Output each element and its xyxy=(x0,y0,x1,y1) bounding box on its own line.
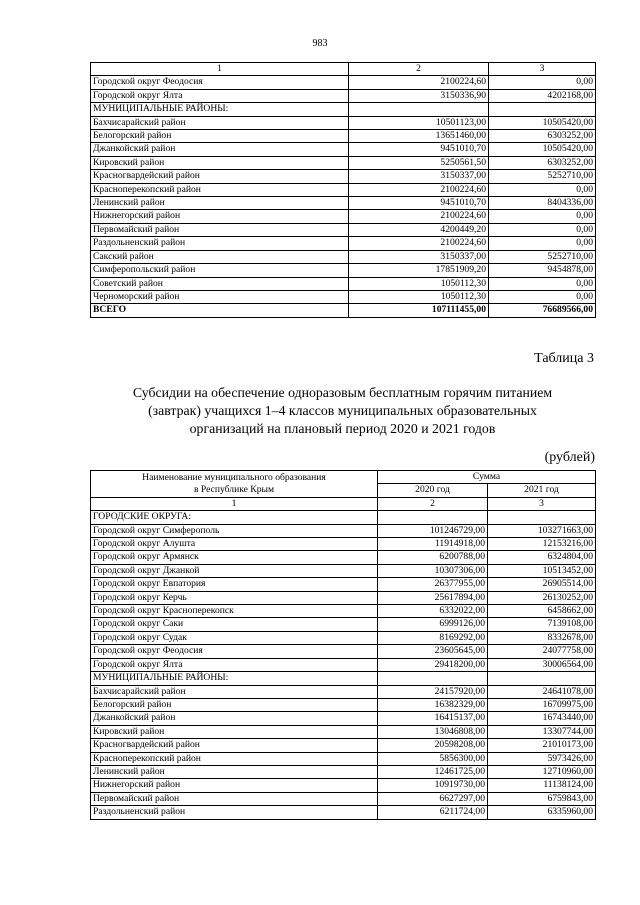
municipality-cell: Красногвардейский район xyxy=(91,170,349,183)
amount-cell-col2: 10919730,00 xyxy=(378,779,488,792)
amount-cell-col3: 8404336,00 xyxy=(489,197,596,210)
table-row xyxy=(91,739,596,752)
municipality-cell: Симферопольский район xyxy=(91,264,349,277)
amount-cell-col3: 24077758,00 xyxy=(488,645,596,658)
amount-cell-col2: 101246729,00 xyxy=(378,524,488,537)
amount-cell-col3 xyxy=(489,103,596,116)
table-row xyxy=(91,103,596,116)
amount-cell-col3: 7139108,00 xyxy=(488,618,596,631)
amount-cell-col2: 1050112,30 xyxy=(349,290,489,303)
municipality-cell: Городской округ Керчь xyxy=(91,591,378,604)
municipality-cell: Красноперекопский район xyxy=(91,183,349,196)
table-row xyxy=(91,89,596,102)
amount-cell-col2: 2100224,60 xyxy=(349,183,489,196)
municipality-cell: Красногвардейский район xyxy=(91,739,378,752)
amount-cell-col2: 26377955,00 xyxy=(378,578,488,591)
municipality-cell: Нижнегорский район xyxy=(91,779,378,792)
amount-cell-col3: 103271663,00 xyxy=(488,524,596,537)
municipality-cell: Сакский район xyxy=(91,250,349,263)
table-row xyxy=(91,210,596,223)
municipality-cell: Красноперекопский район xyxy=(91,752,378,765)
table-row xyxy=(91,779,596,792)
header-sum: Сумма xyxy=(378,471,596,484)
amount-cell-col3: 0,00 xyxy=(489,76,596,89)
table-row xyxy=(91,277,596,290)
municipality-cell: Кировский район xyxy=(91,725,378,738)
header-year-2020: 2020 год xyxy=(378,484,488,497)
amount-cell-col3: 24641078,00 xyxy=(488,685,596,698)
breakfast-subsidy-table xyxy=(90,470,596,820)
amount-cell-col3: 6303252,00 xyxy=(489,130,596,143)
municipality-cell: Городской округ Красноперекопск xyxy=(91,605,378,618)
amount-cell-col2: 2100224,60 xyxy=(349,210,489,223)
municipality-cell: Городской округ Саки xyxy=(91,618,378,631)
municipality-cell: МУНИЦИПАЛЬНЫЕ РАЙОНЫ: xyxy=(91,672,378,685)
amount-cell-col3: 6458662,00 xyxy=(488,605,596,618)
municipality-cell: МУНИЦИПАЛЬНЫЕ РАЙОНЫ: xyxy=(91,103,349,116)
amount-cell-col2: 107111455,00 xyxy=(349,304,489,317)
header-year-2021: 2021 год xyxy=(488,484,596,497)
amount-cell-col3: 0,00 xyxy=(489,277,596,290)
amount-cell-col2: 2100224,60 xyxy=(349,237,489,250)
table-row xyxy=(91,511,596,524)
column-number: 2 xyxy=(378,497,488,510)
amount-cell-col3: 30006564,00 xyxy=(488,658,596,671)
amount-cell-col3: 12710960,00 xyxy=(488,765,596,778)
amount-cell-col3: 21010173,00 xyxy=(488,739,596,752)
amount-cell-col2: 6999126,00 xyxy=(378,618,488,631)
municipality-cell: Городской округ Армянск xyxy=(91,551,378,564)
amount-cell-col2: 1050112,30 xyxy=(349,277,489,290)
amount-cell-col3: 0,00 xyxy=(489,223,596,236)
table-row xyxy=(91,290,596,303)
amount-cell-col2: 5250561,50 xyxy=(349,156,489,169)
municipality-cell: Городской округ Ялта xyxy=(91,658,378,671)
table-row xyxy=(91,618,596,631)
amount-cell-col2: 11914918,00 xyxy=(378,538,488,551)
amount-cell-col2: 6627297,00 xyxy=(378,792,488,805)
amount-cell-col2 xyxy=(378,511,488,524)
amount-cell-col3: 12153216,00 xyxy=(488,538,596,551)
table-row xyxy=(91,538,596,551)
amount-cell-col2: 6211724,00 xyxy=(378,806,488,819)
page-number: 983 xyxy=(312,38,328,49)
column-number-row xyxy=(91,63,596,76)
table-row xyxy=(91,250,596,263)
header-row xyxy=(91,471,596,484)
table-row xyxy=(91,524,596,537)
table-row xyxy=(91,564,596,577)
amount-cell-col3: 6303252,00 xyxy=(489,156,596,169)
subsidy-table-continued xyxy=(90,62,596,318)
municipality-cell: Городской округ Феодосия xyxy=(91,76,349,89)
municipality-cell: ВСЕГО xyxy=(91,304,349,317)
table-row xyxy=(91,170,596,183)
amount-cell-col3: 26905514,00 xyxy=(488,578,596,591)
municipality-cell: Бахчисарайский район xyxy=(91,116,349,129)
header-municipality xyxy=(91,471,378,498)
table-row xyxy=(91,551,596,564)
municipality-cell: Городской округ Джанкой xyxy=(91,564,378,577)
amount-cell-col2 xyxy=(378,672,488,685)
table-row xyxy=(91,76,596,89)
amount-cell-col2: 6200788,00 xyxy=(378,551,488,564)
column-number: 3 xyxy=(489,63,596,76)
municipality-cell: Белогорский район xyxy=(91,698,378,711)
amount-cell-col3: 9454878,00 xyxy=(489,264,596,277)
amount-cell-col2: 23605645,00 xyxy=(378,645,488,658)
amount-cell-col3: 6335960,00 xyxy=(488,806,596,819)
municipality-cell: Советский район xyxy=(91,277,349,290)
total-row xyxy=(91,304,596,317)
column-number-row xyxy=(91,497,596,510)
amount-cell-col2: 25617894,00 xyxy=(378,591,488,604)
table-row xyxy=(91,183,596,196)
amount-cell-col2: 12461725,00 xyxy=(378,765,488,778)
table-row xyxy=(91,698,596,711)
municipality-cell: Бахчисарайский район xyxy=(91,685,378,698)
municipality-cell: Городской округ Алушта xyxy=(91,538,378,551)
amount-cell-col3: 16709975,00 xyxy=(488,698,596,711)
table-row xyxy=(91,725,596,738)
table-row xyxy=(91,143,596,156)
municipality-cell: Черноморский район xyxy=(91,290,349,303)
amount-cell-col3: 10513452,00 xyxy=(488,564,596,577)
table-row xyxy=(91,672,596,685)
table-row xyxy=(91,631,596,644)
amount-cell-col2: 13651460,00 xyxy=(349,130,489,143)
amount-cell-col3: 0,00 xyxy=(489,237,596,250)
amount-cell-col2 xyxy=(349,103,489,116)
municipality-cell: Джанкойский район xyxy=(91,143,349,156)
amount-cell-col3: 16743440,00 xyxy=(488,712,596,725)
municipality-cell: Раздольненский район xyxy=(91,237,349,250)
municipality-cell: Белогорский район xyxy=(91,130,349,143)
amount-cell-col3: 13307744,00 xyxy=(488,725,596,738)
amount-cell-col2: 16382329,00 xyxy=(378,698,488,711)
amount-cell-col2: 10501123,00 xyxy=(349,116,489,129)
municipality-cell: Городской округ Ялта xyxy=(91,89,349,102)
amount-cell-col3: 0,00 xyxy=(489,290,596,303)
table-row xyxy=(91,806,596,819)
amount-cell-col2: 10307306,00 xyxy=(378,564,488,577)
amount-cell-col2: 3150336,90 xyxy=(349,89,489,102)
table-row xyxy=(91,685,596,698)
amount-cell-col3: 8332678,00 xyxy=(488,631,596,644)
column-number: 1 xyxy=(91,497,378,510)
table-row xyxy=(91,116,596,129)
amount-cell-col3: 76689566,00 xyxy=(489,304,596,317)
header-name-line: Наименование муниципального образования xyxy=(142,471,326,483)
table-row xyxy=(91,264,596,277)
amount-cell-col3: 5973426,00 xyxy=(488,752,596,765)
amount-cell-col3: 6324804,00 xyxy=(488,551,596,564)
table-row xyxy=(91,591,596,604)
amount-cell-col2: 3150337,00 xyxy=(349,170,489,183)
municipality-cell: Городской округ Феодосия xyxy=(91,645,378,658)
table-row xyxy=(91,792,596,805)
municipality-cell: Городской округ Евпатория xyxy=(91,578,378,591)
amount-cell-col2: 4200449,20 xyxy=(349,223,489,236)
municipality-cell: Первомайский район xyxy=(91,792,378,805)
amount-cell-col3: 0,00 xyxy=(489,210,596,223)
amount-cell-col2: 20598208,00 xyxy=(378,739,488,752)
amount-cell-col2: 24157920,00 xyxy=(378,685,488,698)
table-row xyxy=(91,156,596,169)
amount-cell-col3: 11138124,00 xyxy=(488,779,596,792)
municipality-cell: Городской округ Судак xyxy=(91,631,378,644)
amount-cell-col3: 5252710,00 xyxy=(489,170,596,183)
table-row xyxy=(91,645,596,658)
amount-cell-col3: 10505420,00 xyxy=(489,143,596,156)
amount-cell-col2: 16415137,00 xyxy=(378,712,488,725)
amount-cell-col3: 5252710,00 xyxy=(489,250,596,263)
table-row xyxy=(91,237,596,250)
amount-cell-col2: 9451010,70 xyxy=(349,143,489,156)
amount-cell-col3: 26130252,00 xyxy=(488,591,596,604)
amount-cell-col2: 8169292,00 xyxy=(378,631,488,644)
table-row xyxy=(91,712,596,725)
municipality-cell: Ленинский район xyxy=(91,765,378,778)
amount-cell-col2: 3150337,00 xyxy=(349,250,489,263)
table-row xyxy=(91,130,596,143)
amount-cell-col2: 9451010,70 xyxy=(349,197,489,210)
amount-cell-col3: 10505420,00 xyxy=(489,116,596,129)
amount-cell-col3 xyxy=(488,672,596,685)
amount-cell-col2: 17851909,20 xyxy=(349,264,489,277)
table-row xyxy=(91,752,596,765)
amount-cell-col2: 29418200,00 xyxy=(378,658,488,671)
table-row xyxy=(91,578,596,591)
amount-cell-col2: 13046808,00 xyxy=(378,725,488,738)
header-name-line: в Республике Крым xyxy=(193,483,275,495)
title-line: (завтрак) учащихся 1–4 классов муниципальных образовательных xyxy=(148,403,537,418)
amount-cell-col3: 0,00 xyxy=(489,183,596,196)
table-row xyxy=(91,658,596,671)
column-number: 1 xyxy=(91,63,349,76)
municipality-cell: ГОРОДСКИЕ ОКРУГА: xyxy=(91,511,378,524)
column-number: 2 xyxy=(349,63,489,76)
municipality-cell: Раздольненский район xyxy=(91,806,378,819)
units-label: (рублей) xyxy=(544,450,595,465)
amount-cell-col2: 5856300,00 xyxy=(378,752,488,765)
municipality-cell: Первомайский район xyxy=(91,223,349,236)
municipality-cell: Джанкойский район xyxy=(91,712,378,725)
municipality-cell: Кировский район xyxy=(91,156,349,169)
municipality-cell: Ленинский район xyxy=(91,197,349,210)
table-row xyxy=(91,765,596,778)
amount-cell-col3: 6759843,00 xyxy=(488,792,596,805)
table-number-label: Таблица 3 xyxy=(534,351,594,366)
table-row xyxy=(91,223,596,236)
table-row xyxy=(91,605,596,618)
municipality-cell: Городской округ Симферополь xyxy=(91,524,378,537)
amount-cell-col2: 6332022,00 xyxy=(378,605,488,618)
table-row xyxy=(91,197,596,210)
column-number: 3 xyxy=(488,497,596,510)
amount-cell-col3 xyxy=(488,511,596,524)
amount-cell-col3: 4202168,00 xyxy=(489,89,596,102)
table-title xyxy=(60,384,625,438)
amount-cell-col2: 2100224,60 xyxy=(349,76,489,89)
municipality-cell: Нижнегорский район xyxy=(91,210,349,223)
title-line: Субсидии на обеспечение одноразовым бесплатным горячим питанием xyxy=(132,385,553,400)
title-line: организаций на плановый период 2020 и 2021 годов xyxy=(189,421,496,436)
